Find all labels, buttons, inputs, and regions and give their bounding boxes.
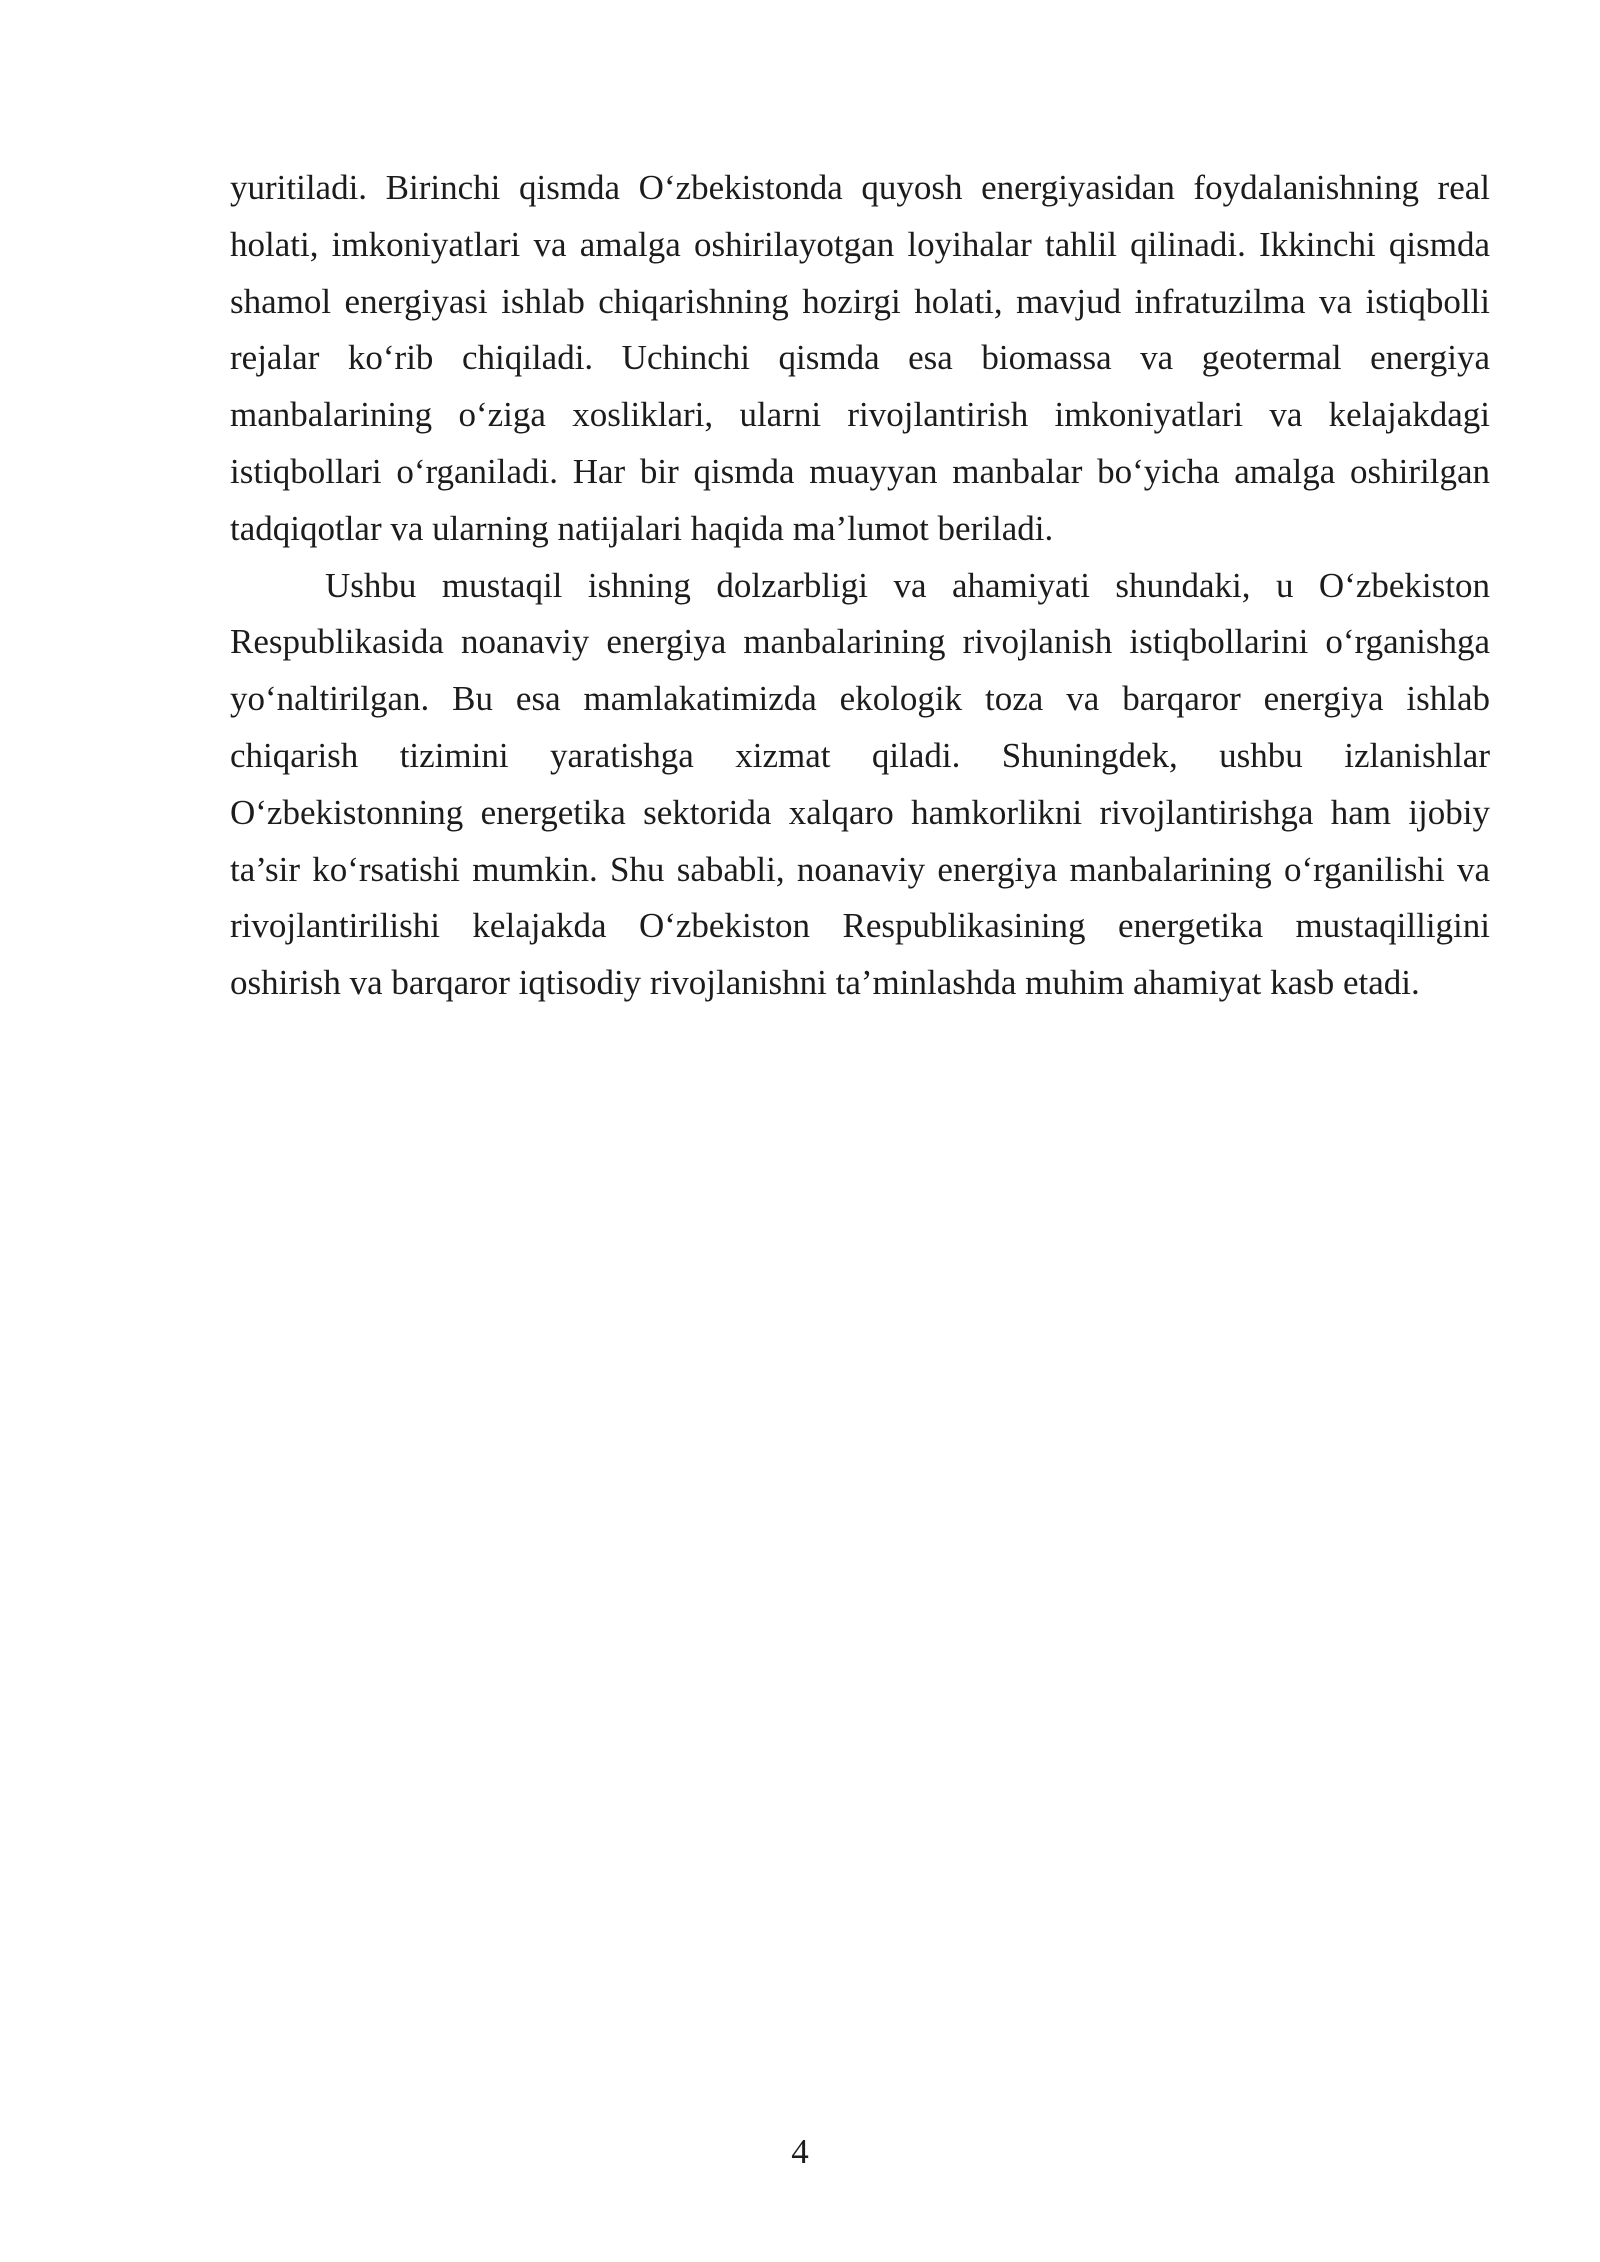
paragraph-continuation: yuritiladi. Birinchi qismda O‘zbekistonda quyosh energiyasidan foydalanishning real holati, imkoniyatlari va amalga oshirilayotgan loyihalar tahlil qilinadi. Ikkinchi qismda shamol energiyasi ishlab chiqarishning hozirgi holati, mavjud infratuzilma va istiqbolli rejalar ko‘rib chiqiladi. Uchinchi qismda esa biomassa va geotermal energiya manbalarining o‘ziga xosliklari, ularni rivojlantirish imkoniyatlari va kelajakdagi istiqbollari o‘rganiladi. Har bir qismda muayyan manbalar bo‘yicha amalga oshirilgan tadqiqotlar va ularning natijalari haqida ma’lumot beriladi. (230, 168, 1490, 548)
body-text (230, 160, 1490, 1012)
paragraph-relevance: Ushbu mustaqil ishning dolzarbligi va ahamiyati shundaki, u O‘zbekiston Respublikasida noanaviy energiya manbalarining rivojlanish istiqbollarini o‘rganishga yo‘naltirilgan. Bu esa mamlakatimizda ekologik toza va barqaror energiya ishlab chiqarish tizimini yaratishga xizmat qiladi. Shuningdek, ushbu izlanishlar O‘zbekistonning energetika sektorida xalqaro hamkorlikni rivojlantirishga ham ijobiy ta’sir ko‘rsatishi mumkin. Shu sababli, noanaviy energiya manbalarining o‘rganilishi va rivojlantirilishi kelajakda O‘zbekiston Respublikasining energetika mustaqilligini oshirish va barqaror iqtisodiy rivojlanishni ta’minlashda muhim ahamiyat kasb etadi. (230, 565, 1490, 1003)
page-number: 4 (791, 2132, 809, 2171)
